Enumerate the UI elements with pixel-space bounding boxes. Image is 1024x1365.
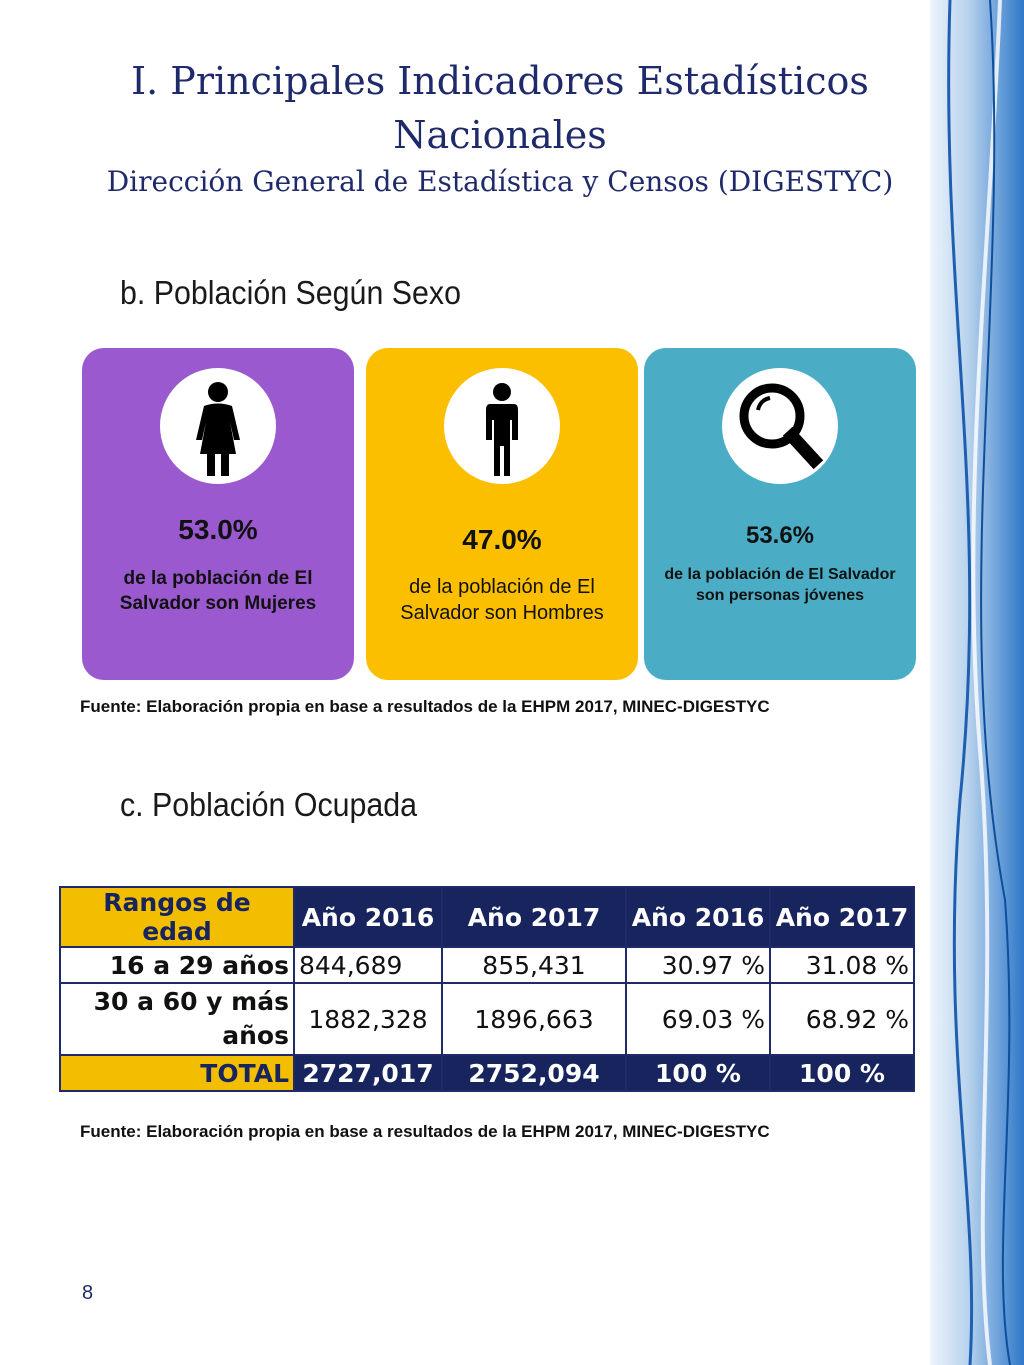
table-cell: 30.97 % bbox=[626, 947, 770, 983]
row-label: 30 a 60 y más años bbox=[60, 983, 294, 1055]
header-rangos: Rangos de edad bbox=[60, 887, 294, 947]
total-label: TOTAL bbox=[60, 1055, 294, 1091]
man-icon bbox=[444, 368, 560, 484]
page-title: I. Principales Indicadores Estadísticos Nacionales bbox=[131, 59, 869, 157]
header-2017-pct: Año 2017 bbox=[770, 887, 914, 947]
row-label: 16 a 29 años bbox=[60, 947, 294, 983]
card-youth bbox=[644, 348, 916, 680]
table-cell: 69.03 % bbox=[626, 983, 770, 1055]
card-women bbox=[82, 348, 354, 680]
table-total-row bbox=[60, 1055, 914, 1091]
section-c-heading: c. Población Ocupada bbox=[120, 786, 418, 823]
total-cell: 100 % bbox=[770, 1055, 914, 1091]
page-number: 8 bbox=[82, 1282, 94, 1304]
total-cell: 2727,017 bbox=[294, 1055, 442, 1091]
youth-description: de la población de El Salvador son personas jóvenes bbox=[664, 566, 896, 604]
header-2016-abs: Año 2016 bbox=[294, 887, 442, 947]
table-cell: 31.08 % bbox=[770, 947, 914, 983]
decorative-side-band bbox=[930, 0, 1024, 1365]
table-cell: 68.92 % bbox=[770, 983, 914, 1055]
table-cell: 855,431 bbox=[442, 947, 626, 983]
table-cell: 844,689 bbox=[294, 947, 442, 983]
section-b-heading: b. Población Según Sexo bbox=[120, 274, 461, 311]
women-percentage: 53.0% bbox=[178, 514, 258, 545]
section-b-source: Fuente: Elaboración propia en base a resultados de la EHPM 2017, MINEC-DIGESTYC bbox=[80, 697, 770, 716]
table-cell: 1896,663 bbox=[442, 983, 626, 1055]
table-row bbox=[60, 947, 914, 983]
youth-percentage: 53.6% bbox=[745, 522, 815, 549]
men-description: de la población de El Salvador son Hombres bbox=[400, 576, 604, 624]
woman-icon bbox=[160, 368, 276, 484]
header-2017-abs: Año 2017 bbox=[442, 887, 626, 947]
header-2016-pct: Año 2016 bbox=[626, 887, 770, 947]
page-subtitle: Dirección General de Estadística y Censos (DIGESTYC) bbox=[106, 165, 894, 198]
total-cell: 100 % bbox=[626, 1055, 770, 1091]
men-percentage: 47.0% bbox=[462, 524, 542, 555]
women-description: de la población de El Salvador son Mujeres bbox=[119, 568, 317, 614]
employment-table bbox=[59, 886, 915, 1092]
magnifier-icon bbox=[722, 368, 838, 484]
card-men bbox=[366, 348, 638, 680]
section-c-source: Fuente: Elaboración propia en base a resultados de la EHPM 2017, MINEC-DIGESTYC bbox=[80, 1122, 770, 1141]
total-cell: 2752,094 bbox=[442, 1055, 626, 1091]
table-row bbox=[60, 983, 914, 1055]
table-cell: 1882,328 bbox=[294, 983, 442, 1055]
